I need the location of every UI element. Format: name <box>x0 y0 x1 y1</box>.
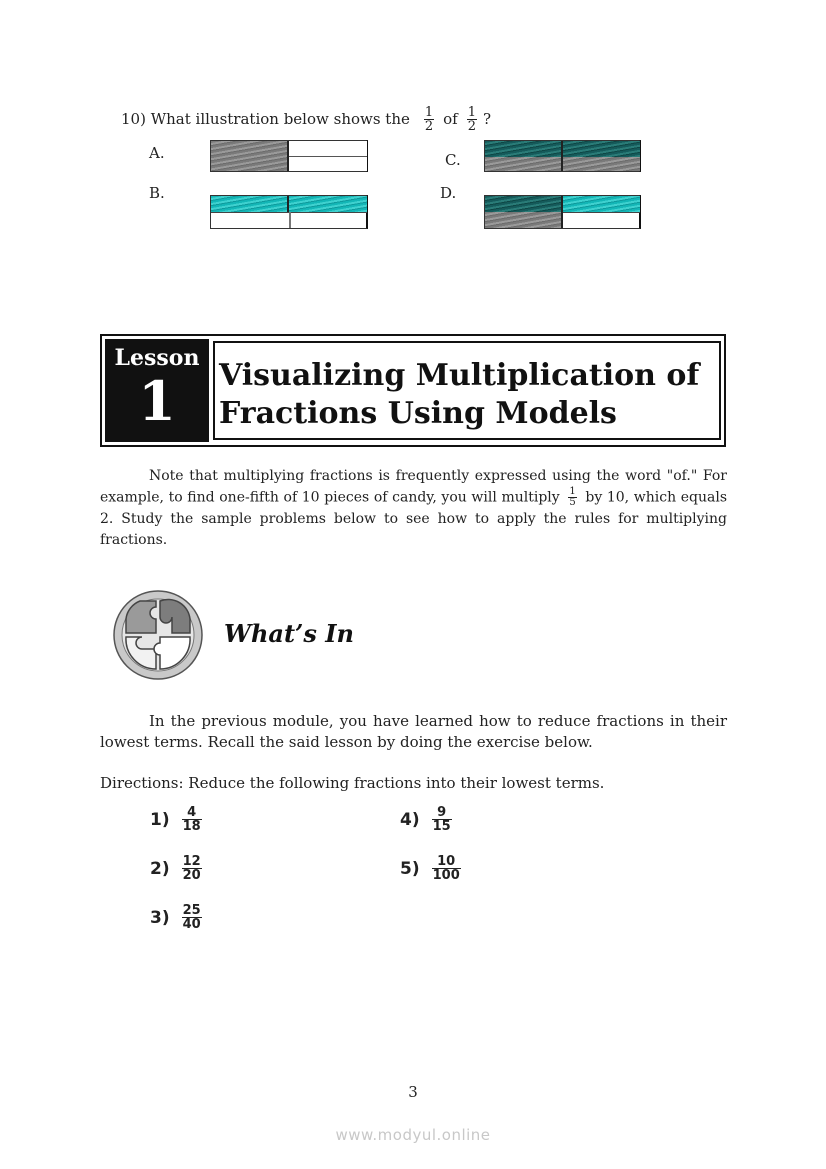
option-a-label[interactable]: A. <box>149 144 165 162</box>
problem-4 <box>400 806 452 833</box>
question-fraction-2 <box>467 106 477 133</box>
directions-text: Directions: Reduce the following fractions into their lowest terms. <box>100 774 605 792</box>
watermark: www.modyul.online <box>335 1126 491 1144</box>
question-10 <box>121 101 491 137</box>
fraction-denominator: 20 <box>182 868 201 883</box>
shaded-left <box>485 141 563 157</box>
fraction-numerator: 4 <box>187 805 197 820</box>
lesson-title-line-1: Visualizing Multiplication of <box>219 358 700 393</box>
row-divider <box>563 212 640 213</box>
lesson-number: 1 <box>138 369 176 433</box>
lesson-label: Lesson <box>114 345 200 371</box>
problem-5 <box>400 855 461 882</box>
shaded-left-bottom <box>485 212 563 228</box>
problem-3 <box>150 904 202 931</box>
option-a-model[interactable] <box>210 140 368 172</box>
fraction-denominator: 15 <box>432 819 451 834</box>
lesson-title-box <box>213 341 721 440</box>
fraction-denominator: 2 <box>467 118 477 134</box>
problem-label: 3) <box>150 907 170 928</box>
lesson-badge <box>105 339 209 442</box>
problem-label: 1) <box>150 809 170 830</box>
lesson-banner <box>100 334 726 447</box>
intro-text-1: Note that multiplying fractions is frequently expressed using the word "of." For example, to find one-fifth of 10 pieces of candy, you will multiply <box>100 468 727 506</box>
shaded-left-bottom <box>485 157 563 171</box>
question-mark: ? <box>483 110 492 128</box>
fraction-denominator: 40 <box>182 917 201 932</box>
fraction-denominator: 100 <box>432 868 460 883</box>
problem-fraction <box>182 904 202 931</box>
problem-fraction <box>182 855 202 882</box>
shaded-left-top <box>211 196 289 212</box>
question-fraction-1 <box>424 106 434 133</box>
problem-label: 4) <box>400 809 420 830</box>
fraction-numerator: 12 <box>182 854 201 869</box>
of-word: of <box>443 110 458 128</box>
fraction-numerator: 25 <box>182 903 201 918</box>
shaded-right <box>563 141 640 157</box>
shaded-right-bottom <box>563 157 640 171</box>
intro-paragraph <box>100 466 727 551</box>
column-divider <box>289 212 291 228</box>
intro-fraction <box>568 487 576 508</box>
shaded-left-top <box>485 196 563 212</box>
option-c-model[interactable] <box>484 140 641 172</box>
shaded-right-top <box>289 196 367 212</box>
option-b-model[interactable] <box>210 195 368 229</box>
fraction-numerator: 9 <box>437 805 447 820</box>
option-c-label[interactable]: C. <box>445 151 461 169</box>
whats-in-paragraph: In the previous module, you have learned how to reduce fractions in their lowest terms. Recall the said lesson by doing the exercise below. <box>100 712 727 751</box>
puzzle-icon <box>112 589 204 681</box>
problem-1 <box>150 806 202 833</box>
lesson-title-line-2: Fractions Using Models <box>219 396 617 431</box>
question-text: 10) What illustration below shows the <box>121 110 410 128</box>
option-d-label[interactable]: D. <box>440 184 457 202</box>
problem-2 <box>150 855 202 882</box>
problem-label: 5) <box>400 858 420 879</box>
fraction-numerator: 1 <box>569 486 576 497</box>
row-divider <box>289 156 367 157</box>
problem-fraction <box>432 806 452 833</box>
problem-label: 2) <box>150 858 170 879</box>
fraction-denominator: 18 <box>182 819 201 834</box>
fraction-numerator: 1 <box>467 104 477 120</box>
option-b-label[interactable]: B. <box>149 184 165 202</box>
intro-text-2: by 10, which equals 2. Study the sample problems below to see how to apply the rules for multiplying fractions. <box>100 489 728 548</box>
fraction-denominator: 2 <box>424 118 434 134</box>
fraction-numerator: 10 <box>437 854 456 869</box>
page-number: 3 <box>408 1083 418 1101</box>
problem-fraction <box>432 855 461 882</box>
fraction-numerator: 1 <box>424 104 434 120</box>
option-d-model[interactable] <box>484 195 641 229</box>
problem-fraction <box>182 806 202 833</box>
whats-in-heading: What’s In <box>224 619 354 648</box>
fraction-denominator: 5 <box>569 497 576 508</box>
shaded-half <box>211 141 289 171</box>
shaded-right-top <box>563 196 640 212</box>
